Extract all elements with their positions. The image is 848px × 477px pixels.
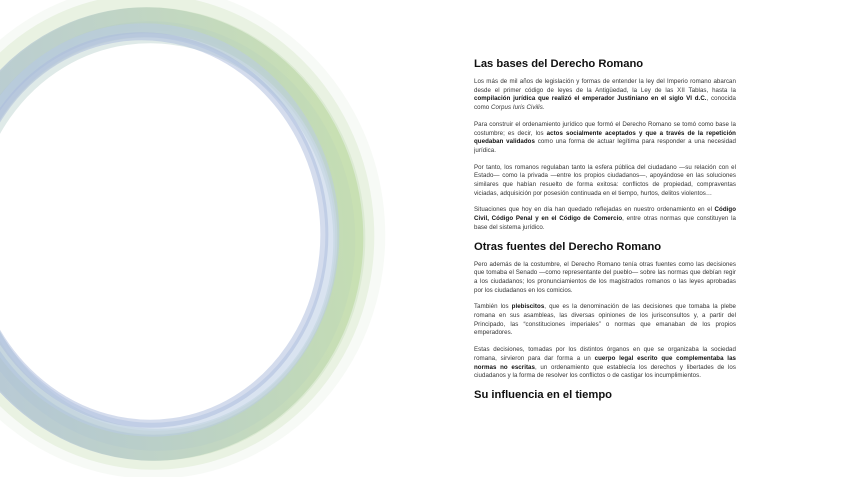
section-paragraph — [474, 303, 736, 338]
decorative-ring — [0, 0, 420, 477]
text-run: Para construir el ordenamiento jurídico que formó el Derecho Romano se tomó como base la costumbre; es decir, los — [474, 120, 736, 137]
text-run: como una forma de actuar legítima para responder a una necesidad jurídica. — [474, 138, 736, 154]
text-run: También los — [474, 303, 512, 311]
bold-text: Código Civil, Código Penal y en el Código de Comercio — [474, 206, 736, 223]
section-paragraph — [474, 206, 736, 232]
text-run: Pero además de la costumbre, el Derecho Romano tenía otras fuentes como las decisiones que tomaba el Senado —como representante del pueblo— sobre las normas que debían regir a los ciudadanos; los pronunciamientos de los magistrados romanos o las leyes aprobadas por los ciudadanos en los comicios. — [474, 260, 736, 294]
section-heading: Su influencia en el tiempo — [474, 388, 613, 401]
section-paragraph — [474, 121, 736, 156]
text-run: Los más de mil años de legislación y formas de entender la ley del Imperio romano abarcan desde el primer código de leyes de la Antigüedad, la Ley de las XII Tablas, hasta la — [474, 78, 736, 94]
text-run: Estas decisiones, tomadas por los distintos órganos en que se organizaba la sociedad romana, sirvieron para dar forma a un — [474, 346, 736, 362]
bold-text: compilación jurídica que realizó el emperador Justiniano en el siglo VI d.C. — [474, 95, 707, 103]
ring-graphic — [0, 0, 420, 477]
bold-text: plebiscitos — [511, 303, 545, 311]
section-paragraph — [474, 164, 736, 199]
text-run: , conocida como — [474, 95, 736, 112]
bold-text: cuerpo legal escrito que complementaba las normas no escritas — [474, 354, 736, 371]
italic-text: Corpus Iuris Civilis — [490, 104, 543, 112]
section-heading: Las bases del Derecho Romano — [474, 58, 644, 70]
text-run: , que es la denominación de las decisiones que tomaba la plebe romana en sus asambleas, las diversas opiniones de los jurisconsultos y, a partir del Principado, las “constituciones imperiales” o normas que emanaban de los propios emperadores. — [474, 303, 736, 337]
text-run: . — [542, 104, 545, 112]
section-heading: Otras fuentes del Derecho Romano — [474, 240, 662, 253]
section-paragraph — [474, 346, 736, 381]
text-run: Situaciones que hoy en día han quedado reflejadas en nuestro ordenamiento en el — [474, 206, 715, 214]
article — [474, 58, 736, 470]
text-run: Por tanto, los romanos regulaban tanto la esfera pública del ciudadano —su relación con el Estado— como la privada —entre los propios ciudadanos—, apoyándose en las soluciones similares que habían resuelto de forma exitosa: conflictos de propiedad, compraventas viciadas, adquisición por posesión continuada en el tiempo, hurtos, delitos violentos… — [474, 163, 736, 197]
bold-text: actos socialmente aceptados y que a través de la repetición quedaban validados — [474, 129, 736, 146]
text-run: , un ordenamiento que establecía los derechos y libertades de los ciudadanos y la forma de resolver los conflictos o de castigar los incumplimientos. — [474, 363, 736, 380]
section-paragraph — [474, 261, 736, 296]
section-paragraph — [474, 78, 736, 113]
text-run: , entre otras normas que constituyen la base del sistema jurídico. — [474, 215, 736, 231]
